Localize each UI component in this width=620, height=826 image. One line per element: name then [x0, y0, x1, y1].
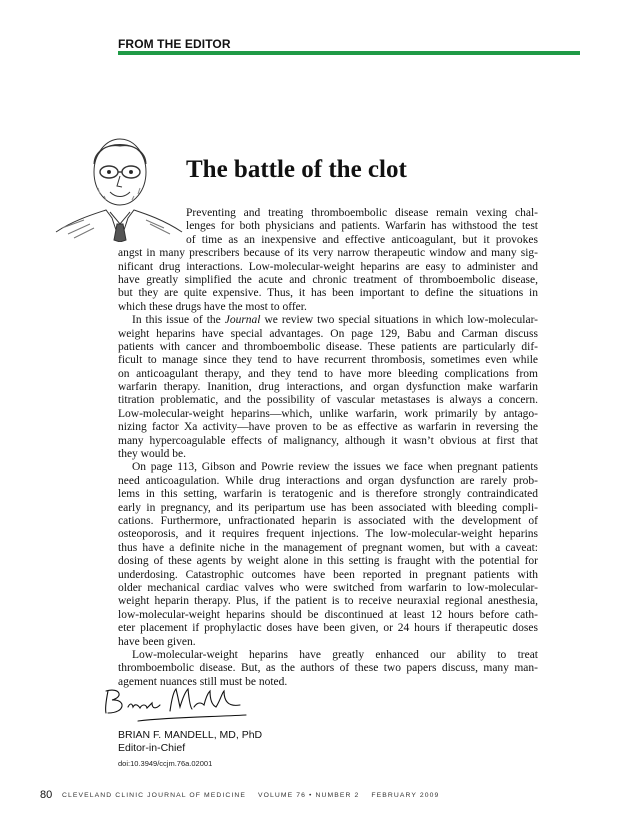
body-line: dosing of these agents by weight alone in this setting is fraught with the potential for — [118, 555, 538, 568]
body-line: on anticoagulant therapy, and they tend to have more bleeding complications from — [118, 367, 538, 380]
body-line: many hypercoagulable effects of malignancy, although it wasn’t obvious at first that — [118, 434, 538, 447]
body-line: cations. Furthermore, unfractionated heparin is associated with the development of — [118, 514, 538, 527]
body-line: older mechanical cardiac valves who were switched from warfarin to low-molecular- — [118, 581, 538, 594]
body-line: nificant drug interactions. Low-molecular-weight heparins are easy to administer and — [118, 260, 538, 273]
body-line: lems in this setting, warfarin is teratogenic and is therefore strongly contraindicated — [118, 488, 538, 501]
body-line: warfarin therapy. Inanition, drug interactions, and organ dysfunction make warfarin — [118, 381, 538, 394]
handwritten-signature — [100, 683, 250, 727]
body-line: which these drugs have the most to offer. — [118, 300, 307, 313]
body-line: but they are quite expensive. Thus, it has been important to define the situations in — [118, 287, 538, 300]
body-line: need anticoagulation. While drug interactions and organ dysfunction are rarely prob- — [118, 474, 538, 487]
body-line: Low-molecular-weight heparins—which, unlike warfarin, work primarily by antago- — [118, 407, 538, 420]
body-line: thus have a definite niche in the management of pregnant women, but with a caveat: — [118, 541, 538, 554]
body-line: of time as an inexpensive and effective anticoagulant, but it provokes — [186, 233, 538, 246]
running-footer: CLEVELAND CLINIC JOURNAL OF MEDICINE VOLUME 76 • NUMBER 2 FEBRUARY 2009 — [62, 792, 440, 799]
body-line: Preventing and treating thromboembolic disease remain vexing chal- — [186, 207, 538, 219]
section-label: FROM THE EDITOR — [118, 37, 231, 51]
body-line: eter placement if prophylactic doses have been given, or 24 hours if therapeutic doses — [118, 622, 538, 635]
article-body — [118, 207, 538, 689]
body-line: have been given. — [118, 635, 196, 648]
article-title: The battle of the clot — [186, 156, 407, 183]
section-rule — [118, 51, 580, 55]
body-line: weight heparins have special advantages. On page 129, Babu and Carman discuss — [118, 327, 538, 340]
body-line: angst in many prescribers because of its very narrow therapeutic window and many sig- — [118, 247, 538, 260]
body-line: weight heparin therapy. Plus, if the patient is to receive neuraxial regional anesthesia, — [118, 595, 538, 608]
body-line: On page 113, Gibson and Powrie review the issues we face when pregnant patients — [132, 461, 538, 474]
body-line: agement nuances still must be noted. — [118, 675, 288, 688]
body-line: In this issue of the Journal we review two special situations in which low-molecular- — [132, 314, 538, 327]
editor-role: Editor-in-Chief — [118, 742, 186, 754]
page-number: 80 — [40, 789, 53, 801]
body-line: Low-molecular-weight heparins have greatly enhanced our ability to treat — [132, 648, 538, 661]
body-line: patients with cancer and thromboembolic disease. These patients are particularly dif- — [118, 340, 538, 353]
body-line: they would be. — [118, 448, 187, 461]
editor-name: BRIAN F. MANDELL, MD, PhD — [118, 729, 263, 741]
body-line: early in pregnancy, and its peripartum use has been associated with bleeding compli- — [118, 501, 538, 514]
body-line: titration problematic, and the possibility of vascular metastases is always a concern. — [118, 394, 538, 407]
doi: doi:10.3949/ccjm.76a.02001 — [118, 759, 213, 768]
body-line: underdosing. Catastrophic outcomes have been reported in pregnant patients with — [118, 568, 538, 581]
body-line: thromboembolic disease. But, as the authors of these two papers discuss, many man- — [118, 662, 538, 675]
body-line: have greatly simplified the acute and chronic treatment of thromboembolic disease, — [118, 273, 538, 286]
body-line: nizing factor Xa activity—have proven to be as effective as warfarin in reversing the — [118, 421, 538, 434]
journal-name: Journal — [224, 314, 261, 327]
body-line: lenges for both physicians and patients. Warfarin has withstood the test — [186, 220, 538, 233]
body-line: ficult to manage since they tend to have recurrent thrombosis, sometimes even while — [118, 354, 538, 367]
body-line: osteoporosis, and it requires frequent injections. The low-molecular-weight heparins — [118, 528, 538, 541]
body-line: low-molecular-weight heparins should be discontinued at least 12 hours before cath- — [118, 608, 538, 621]
